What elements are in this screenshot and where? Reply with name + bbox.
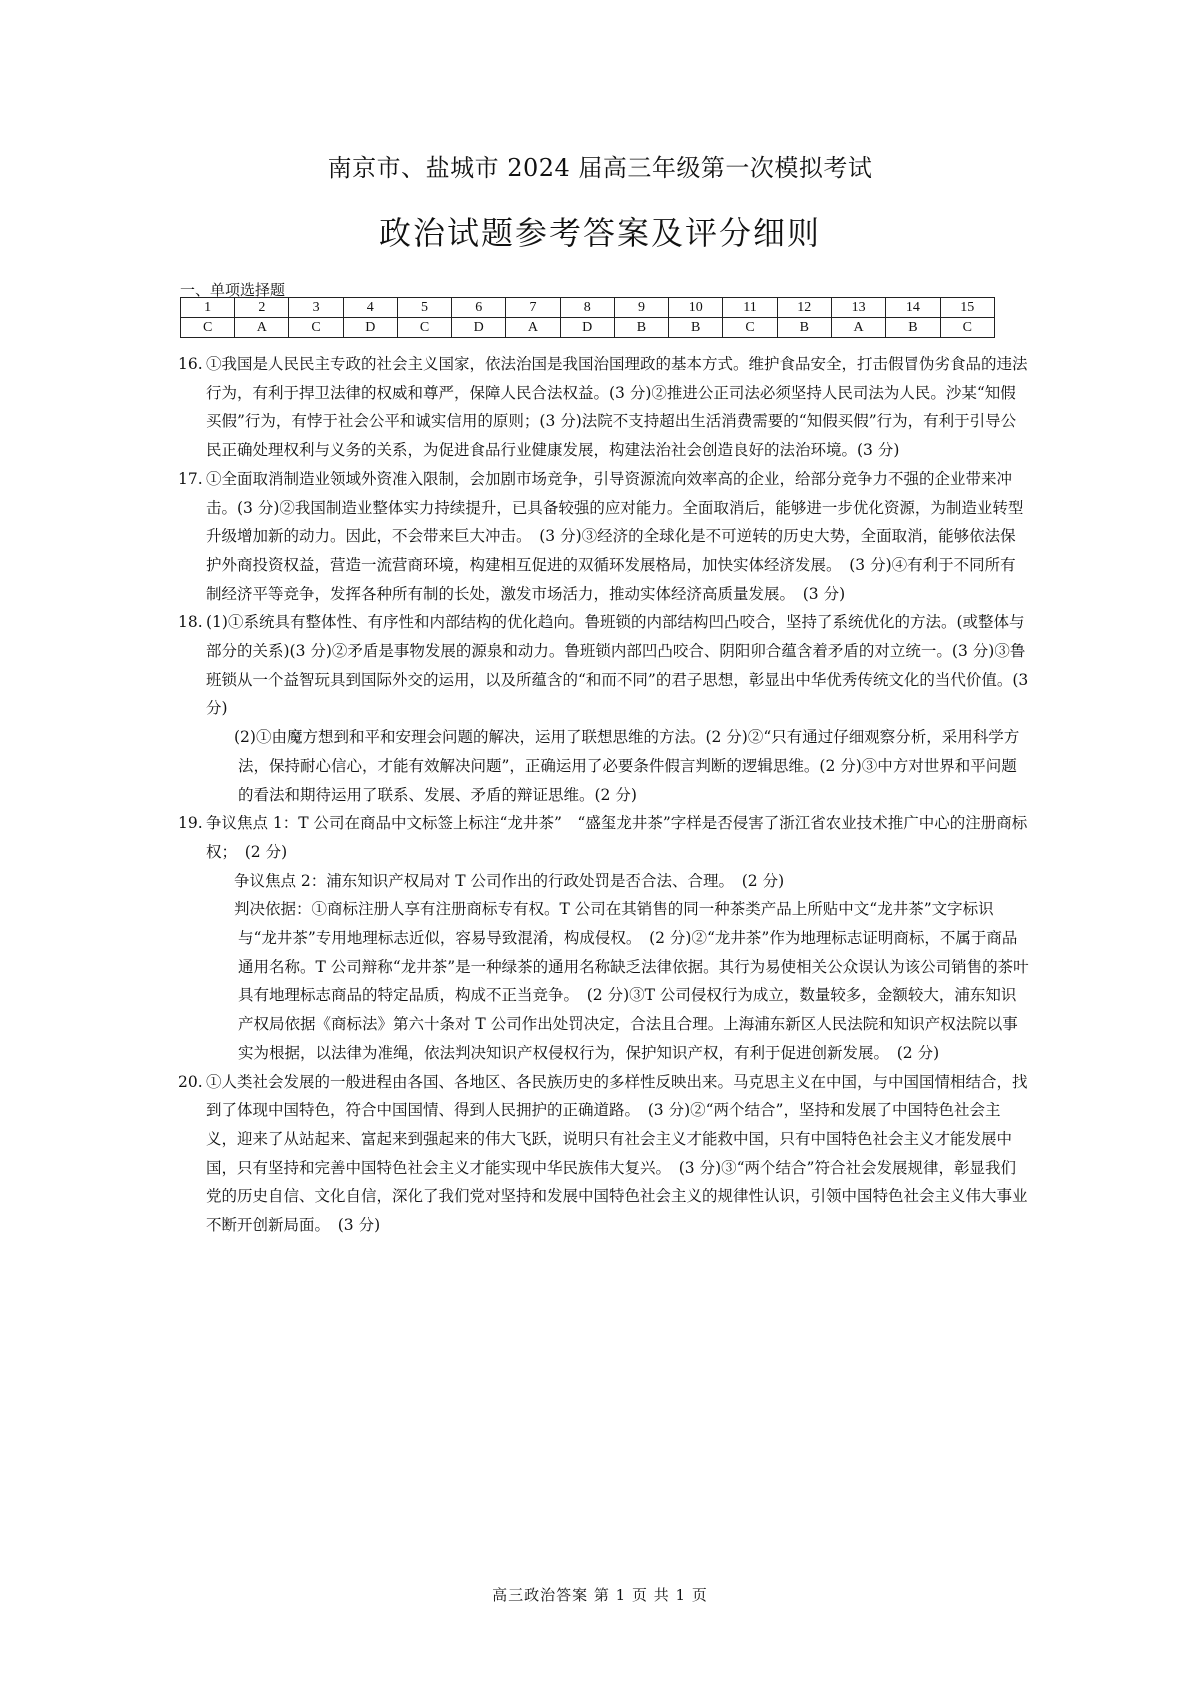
- question-number-cell: 9: [614, 298, 668, 318]
- answer-cell: C: [181, 318, 235, 338]
- question-number-cell: 12: [777, 298, 831, 318]
- answer-cell: A: [831, 318, 885, 338]
- question-number-cell: 7: [506, 298, 560, 318]
- question-number: 16.: [178, 355, 203, 373]
- question-16-answer: [178, 350, 1030, 465]
- question-19-answer: [178, 809, 1030, 1067]
- answer-cell: B: [777, 318, 831, 338]
- question-number-cell: 11: [723, 298, 777, 318]
- question-18-answer: [178, 608, 1030, 809]
- answer-cell: C: [940, 318, 994, 338]
- judgment-basis: 判决依据：①商标注册人享有注册商标专有权。T 公司在其销售的同一种茶类产品上所贴中文“龙井茶”文字标识与“龙井茶”专用地理标志近似，容易导致混淆，构成侵权。 (2 分)②“龙井茶”作为地理标志证明商标，不属于商品通用名称。T 公司辩称“龙井茶”是一种绿茶的通用名称缺乏法律依据。其行为易使相关公众误认为该公司销售的茶叶具有地理标志商品的特定品质，构成不正当竞争。 (2 分)③T 公司侵权行为成立，数量较多，金额较大，浦东知识产权局依据《商标法》第六十条对 T 公司作出处罚决定，合法且合理。上海浦东新区人民法院和知识产权法院以事实为根据，以法律为准绳，依法判决知识产权侵权行为，保护知识产权，有利于促进创新发展。 (2 分): [234, 900, 1029, 1062]
- question-number: 19.: [178, 814, 203, 833]
- answer-body: [178, 350, 1030, 1240]
- question-number-cell: 13: [831, 298, 885, 318]
- question-number-cell: 3: [289, 298, 343, 318]
- question-number-cell: 8: [560, 298, 614, 318]
- answer-cell: D: [452, 318, 506, 338]
- dispute-focus-1: 争议焦点 1：T 公司在商品中文标签上标注“龙井茶” “盛玺龙井茶”字样是否侵害了浙江省农业技术推广中心的注册商标权； (2 分): [206, 814, 1028, 861]
- answer-cell: A: [235, 318, 289, 338]
- question-number-cell: 14: [886, 298, 940, 318]
- answer-cell: D: [560, 318, 614, 338]
- exam-title: 南京市、盐城市 2024 届高三年级第一次模拟考试: [327, 154, 873, 182]
- question-number-cell: 1: [181, 298, 235, 318]
- answer-cell: C: [723, 318, 777, 338]
- answer-cell: B: [886, 318, 940, 338]
- question-number-cell: 15: [940, 298, 994, 318]
- question-number-cell: 2: [235, 298, 289, 318]
- answer-part-2: (2)①由魔方想到和平和安理会问题的解决，运用了联想思维的方法。(2 分)②“只有通过仔细观察分析，采用科学方法，保持耐心信心，才能有效解决问题”，正确运用了必要条件假言判断的逻辑思维。(2 分)③中方对世界和平问题的看法和期待运用了联系、发展、矛盾的辩证思维。(2 分): [234, 728, 1020, 804]
- question-number-cell: 5: [397, 298, 451, 318]
- answer-cell: C: [397, 318, 451, 338]
- question-number-cell: 6: [452, 298, 506, 318]
- question-17-answer: [178, 465, 1030, 609]
- answer-part-1: (1)①系统具有整体性、有序性和内部结构的优化趋向。鲁班锁的内部结构凹凸咬合，坚持了系统优化的方法。(或整体与部分的关系)(3 分)②矛盾是事物发展的源泉和动力。鲁班锁内部凹凸咬合、阴阳卯合蕴含着矛盾的对立统一。(3 分)③鲁班锁从一个益智玩具到国际外交的运用，以及所蕴含的“和而不同”的君子思想，彰显出中华优秀传统文化的当代价值。(3 分): [206, 613, 1029, 718]
- question-number-cell: 10: [669, 298, 723, 318]
- question-number: 18.: [178, 613, 203, 632]
- answer-cell: A: [506, 318, 560, 338]
- question-number-cell: 4: [343, 298, 397, 318]
- answer-text: ①我国是人民民主专政的社会主义国家，依法治国是我国治国理政的基本方式。维护食品安全，打击假冒伪劣食品的违法行为，有利于捍卫法律的权威和尊严，保障人民合法权益。(3 分)②推进公正司法必须坚持人民司法为人民。沙某“知假买假”行为，有悖于社会公平和诚实信用的原则；(3 分)法院不支持超出生活消费需要的“知假买假”行为，有利于引导公民正确处理权利与义务的关系，为促进食品行业健康发展，构建法治社会创造良好的法治环境。(3 分): [206, 355, 1028, 460]
- question-20-answer: [178, 1068, 1030, 1240]
- multiple-choice-answer-table: [180, 297, 995, 338]
- answer-text: ①全面取消制造业领域外资准入限制，会加剧市场竞争，引导资源流向效率高的企业，给部分竞争力不强的企业带来冲击。(3 分)②我国制造业整体实力持续提升，已具备较强的应对能力。全面取消后，能够进一步优化资源，为制造业转型升级增加新的动力。因此，不会带来巨大冲击。 (3 分)③经济的全球化是不可逆转的历史大势，全面取消，能够依法保护外商投资权益，营造一流营商环境，构建相互促进的双循环发展格局，加快实体经济发展。 (3 分)④有利于不同所有制经济平等竞争，发挥各种所有制的长处，激发市场活力，推动实体经济高质量发展。 (3 分): [206, 469, 1024, 603]
- question-number-row: [181, 298, 995, 318]
- answer-text: ①人类社会发展的一般进程由各国、各地区、各民族历史的多样性反映出来。马克思主义在中国，与中国国情相结合，找到了体现中国特色，符合中国国情、得到人民拥护的正确道路。 (3 分)②“两个结合”，坚持和发展了中国特色社会主义，迎来了从站起来、富起来到强起来的伟大飞跃，说明只有社会主义才能救中国，只有中国特色社会主义才能发展中国，只有坚持和完善中国特色社会主义才能实现中华民族伟大复兴。 (3 分)③“两个结合”符合社会发展规律，彰显我们党的历史自信、文化自信，深化了我们党对坚持和发展中国特色社会主义的规律性认识，引领中国特色社会主义伟大事业不断开创新局面。 (3 分): [206, 1072, 1028, 1235]
- answer-row: [181, 318, 995, 338]
- answer-cell: C: [289, 318, 343, 338]
- page-footer: 高三政治答案 第 1 页 共 1 页: [492, 1586, 708, 1604]
- question-number: 17.: [178, 469, 203, 488]
- dispute-focus-2: 争议焦点 2：浦东知识产权局对 T 公司作出的行政处罚是否合法、合理。 (2 分): [234, 871, 785, 890]
- section-label-multiple-choice: 一、单项选择题: [180, 281, 286, 299]
- document-title: 政治试题参考答案及评分细则: [378, 214, 821, 252]
- answer-cell: B: [669, 318, 723, 338]
- question-number: 20.: [178, 1072, 203, 1091]
- answer-cell: B: [614, 318, 668, 338]
- answer-cell: D: [343, 318, 397, 338]
